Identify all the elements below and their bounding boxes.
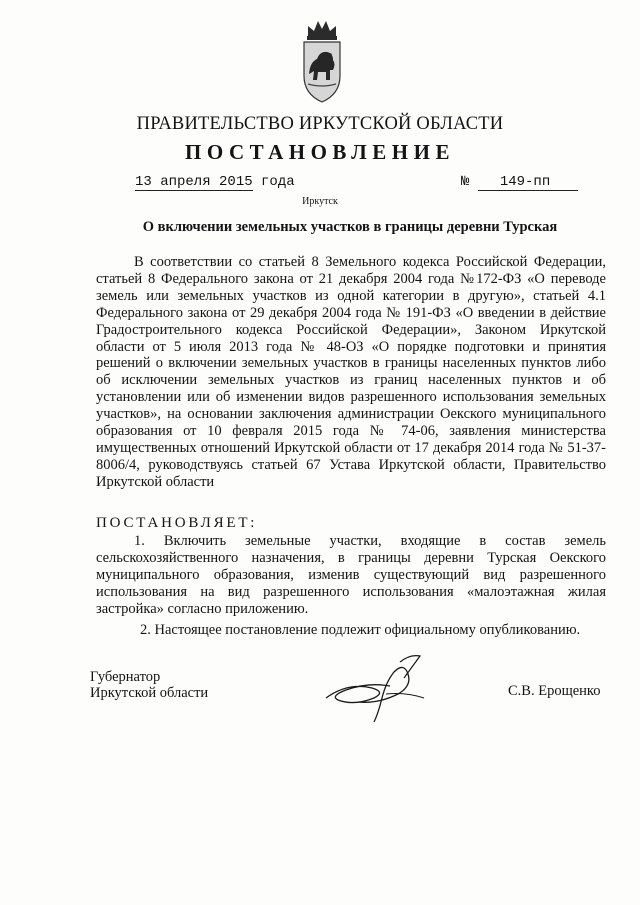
decree-item-2: 2. Настоящее постановление подлежит официальному опубликованию. [140, 622, 581, 638]
document-subject: О включении земельных участков в границы деревни Турская [142, 219, 558, 235]
document-number [461, 174, 578, 191]
decree-item-1: 1. Включить земельные участки, входящие в состав земель сельскохозяйственного назначения, в границы деревни Турская Оекского муниципального образования, изменив существующий вид разрешенного использования на вид разрешенного использования «малоэтажная жилая застройка» согласно приложению. [96, 533, 606, 617]
position-line-2: Иркутской области [90, 685, 209, 701]
signatory-name: С.В. Ерощенко [508, 683, 601, 699]
preamble-paragraph: В соответствии со статьей 8 Земельного кодекса Российской Федерации, статьей 8 Федерального закона от 21 декабря 2004 года №172-ФЗ «О переводе земель или земельных участков из одной категории в другую», статьей 4.1 Федерального закона от 29 декабря 2004 года № 191-ФЗ «О введении в действие Градостроительного кодекса Российской Федерации», Законом Иркутской области от 5 июля 2013 года № 48-ОЗ «О порядке подготовки и принятия решений о включении земельных участков в границы населенных пунктов либо об исключении земельных участков из границ населенных пунктов и об установлении или об изменении видов разрешенного использования земельных участков», на основании заключения администрации Оекского муниципального образования от 10 февраля 2015 года № 74-06, заявления министерства имущественных отношений Иркутской области от 17 декабря 2014 года № 51-37-8006/4, руководствуясь статьей 67 Устава Иркутской области, Правительство Иркутской области [96, 254, 606, 490]
position-line-1: Губернатор [90, 669, 161, 685]
signatory-position [90, 669, 208, 701]
decree-heading: ПОСТАНОВЛЯЕТ: [96, 515, 258, 531]
coat-of-arms-icon [300, 18, 344, 104]
number-value: 149-пп [478, 174, 578, 191]
document-date [135, 174, 295, 190]
number-sign: № [461, 174, 470, 190]
government-title: ПРАВИТЕЛЬСТВО ИРКУТСКОЙ ОБЛАСТИ [136, 114, 504, 134]
date-suffix: года [261, 174, 295, 190]
document-type: ПОСТАНОВЛЕНИЕ [185, 140, 455, 164]
date-value: 13 апреля 2015 [135, 174, 253, 190]
handwritten-signature [320, 652, 430, 724]
city-name: Иркутск [302, 196, 338, 207]
